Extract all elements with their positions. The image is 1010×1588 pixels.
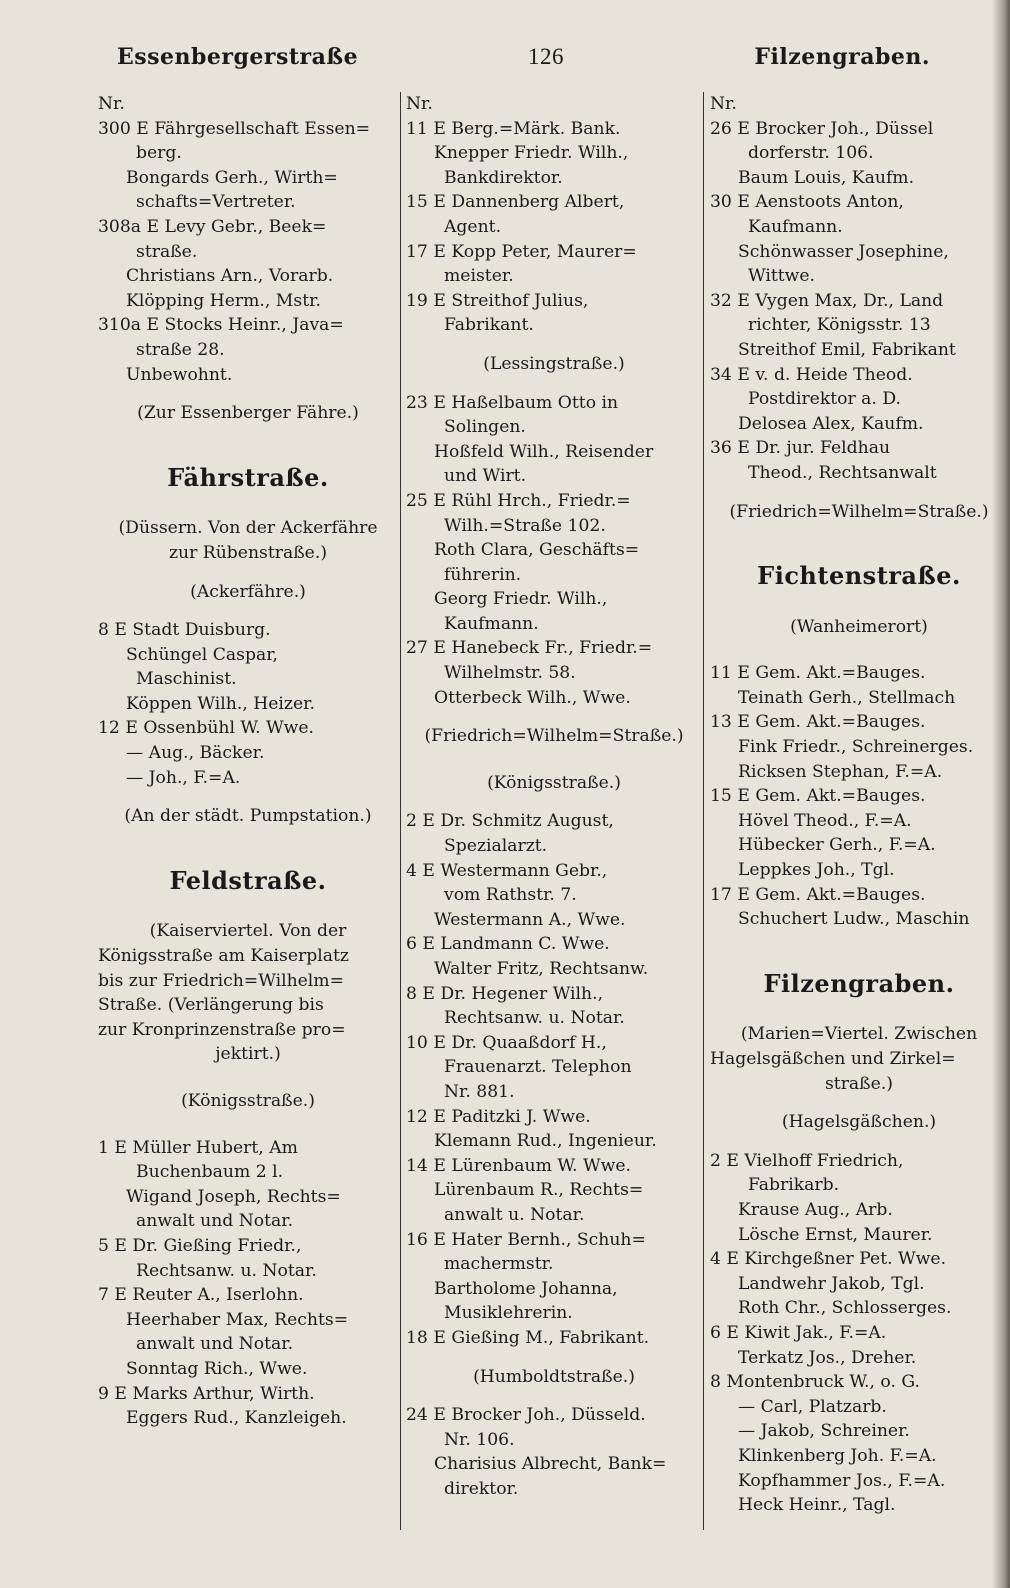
directory-entry: 6 E Kiwit Jak., F.=A. — [710, 1322, 887, 1343]
street-heading: Fichtenstraße. — [757, 561, 961, 591]
directory-entry: Heerhaber Max, Rechts= — [126, 1309, 349, 1330]
directory-entry: Fabrikant. — [444, 315, 534, 336]
directory-entry: Walter Fritz, Rechtsanw. — [434, 959, 649, 979]
directory-entry: Teinath Gerh., Stellmach — [738, 687, 956, 708]
directory-entry: 23 E Haßelbaum Otto in — [406, 392, 619, 413]
spacer — [98, 1114, 398, 1136]
directory-entry: Wilhelmstr. 58. — [444, 663, 576, 684]
directory-entry: Heck Heinr., Tagl. — [738, 1495, 896, 1516]
street-heading: Fährstraße. — [167, 462, 329, 492]
directory-entry: Köppen Wilh., Heizer. — [126, 693, 315, 714]
directory-entry: Otterbeck Wilh., Wwe. — [434, 687, 631, 708]
directory-entry: meister. — [444, 266, 514, 287]
directory-entry: 308a E Levy Gebr., Beek= — [98, 216, 327, 237]
directory-entry: Königsstraße am Kaiserplatz — [98, 946, 349, 967]
directory-entry: direktor. — [444, 1478, 519, 1499]
directory-entry: berg. — [136, 143, 182, 164]
directory-entry: 15 E Dannenberg Albert, — [406, 192, 625, 213]
directory-entry: Westermann A., Wwe. — [434, 909, 626, 930]
directory-entry: Schönwasser Josephine, — [738, 241, 949, 262]
directory-entry: Fabrikarb. — [748, 1175, 840, 1196]
spacer — [98, 604, 398, 618]
directory-entry: Buchenbaum 2 l. — [136, 1162, 284, 1183]
directory-entry: 2 E Dr. Schmitz August, — [406, 811, 614, 832]
directory-entry: anwalt u. Notar. — [444, 1204, 585, 1225]
directory-entry: 34 E v. d. Heide Theod. — [710, 364, 913, 385]
directory-entry: Bartholome Johanna, — [434, 1278, 618, 1299]
directory-entry: Streithof Emil, Fabrikant — [738, 339, 956, 360]
street-note: (Hagelsgäßchen.) — [781, 1112, 937, 1133]
directory-entry: bis zur Friedrich=Wilhelm= — [98, 970, 345, 991]
directory-entry: 5 E Dr. Gießing Friedr., — [98, 1235, 302, 1256]
street-note: (Wanheimerort) — [790, 616, 928, 637]
directory-entry: Krause Aug., Arb. — [738, 1199, 893, 1220]
directory-entry: Lösche Ernst, Maurer. — [738, 1224, 933, 1245]
directory-entry: Nr. 106. — [444, 1429, 515, 1450]
directory-entry: Ricksen Stephan, F.=A. — [738, 761, 943, 782]
directory-entry: Unbewohnt. — [126, 364, 233, 385]
directory-entry: 10 E Dr. Quaaßdorf H., — [406, 1032, 607, 1053]
directory-entry: 12 E Ossenbühl W. Wwe. — [98, 718, 315, 739]
directory-entry: Bongards Gerh., Wirth= — [126, 167, 338, 188]
directory-entry: Klinkenberg Joh. F.=A. — [738, 1445, 937, 1466]
directory-entry: — Carl, Platzarb. — [738, 1396, 887, 1417]
running-head-right: Filzengraben. — [754, 44, 930, 70]
street-note: (Düssern. Von der Ackerfähre — [118, 518, 378, 539]
directory-entry: Straße. (Verlängerung bis — [98, 995, 324, 1016]
page-number: 126 — [528, 44, 564, 69]
spacer — [98, 790, 398, 804]
directory-entry: Frauenarzt. Telephon — [444, 1057, 632, 1078]
spacer — [406, 710, 702, 724]
directory-entry: anwalt und Notar. — [136, 1334, 294, 1355]
street-heading: Feldstraße. — [169, 865, 327, 895]
directory-entry: 9 E Marks Arthur, Wirth. — [98, 1383, 315, 1404]
spacer — [406, 1389, 702, 1403]
directory-entry: Theod., Rechtsanwalt — [748, 462, 937, 483]
directory-entry: — Jakob, Schreiner. — [738, 1421, 910, 1442]
directory-entry: 15 E Gem. Akt.=Bauges. — [710, 786, 926, 807]
directory-entry: Klemann Rud., Ingenieur. — [434, 1131, 657, 1152]
street-note: (Humboldtstraße.) — [473, 1366, 635, 1387]
street-note: jektirt.) — [215, 1044, 281, 1065]
directory-entry: 26 E Brocker Joh., Düssel — [710, 118, 934, 139]
spacer — [98, 566, 398, 580]
directory-entry: Lürenbaum R., Rechts= — [434, 1180, 644, 1201]
directory-entry: Klöpping Herm., Mstr. — [126, 290, 321, 311]
spacer — [710, 639, 1008, 661]
directory-entry: Wilh.=Straße 102. — [444, 515, 606, 536]
directory-entry: zur Kronprinzenstraße pro= — [98, 1019, 346, 1040]
directory-entry: 12 E Paditzki J. Wwe. — [406, 1106, 591, 1127]
directory-entry: Nr. — [98, 94, 125, 114]
directory-entry: dorferstr. 106. — [748, 143, 874, 164]
directory-entry: Delosea Alex, Kaufm. — [738, 413, 924, 434]
directory-entry: 32 E Vygen Max, Dr., Land — [710, 290, 944, 311]
directory-entry: 25 E Rühl Hrch., Friedr.= — [406, 490, 631, 511]
directory-entry: Nr. — [710, 94, 737, 114]
directory-entry: machermstr. — [444, 1254, 554, 1275]
directory-entry: 8 Montenbruck W., o. G. — [710, 1372, 920, 1393]
directory-entry: Solingen. — [444, 417, 526, 438]
directory-entry: 2 E Vielhoff Friedrich, — [710, 1150, 904, 1171]
directory-entry: Baum Louis, Kaufm. — [738, 167, 915, 188]
directory-entry: 6 E Landmann C. Wwe. — [406, 934, 610, 955]
street-note: (Friedrich=Wilhelm=Straße.) — [729, 501, 989, 522]
street-note: (Friedrich=Wilhelm=Straße.) — [424, 726, 684, 747]
directory-entry: Sonntag Rich., Wwe. — [126, 1358, 308, 1379]
directory-entry: Rechtsanw. u. Notar. — [444, 1008, 625, 1029]
directory-entry: Bankdirektor. — [444, 167, 563, 188]
directory-entry: Roth Chr., Schlosserges. — [738, 1298, 952, 1319]
spacer — [710, 1096, 1008, 1110]
directory-entry: Landwehr Jakob, Tgl. — [738, 1273, 925, 1294]
spacer — [406, 749, 702, 771]
directory-entry: 36 E Dr. jur. Feldhau — [710, 438, 891, 459]
directory-entry: Musiklehrerin. — [444, 1303, 573, 1324]
directory-entry: Agent. — [444, 216, 502, 237]
directory-entry: führerin. — [444, 564, 522, 585]
spacer — [406, 338, 702, 352]
directory-entry: straße. — [136, 241, 198, 262]
directory-entry: 310a E Stocks Heinr., Java= — [98, 315, 344, 336]
column-rule-1 — [400, 92, 401, 1530]
street-note: straße.) — [824, 1073, 893, 1094]
street-note: (Marien=Viertel. Zwischen — [740, 1024, 978, 1045]
directory-entry: Rechtsanw. u. Notar. — [136, 1260, 317, 1281]
column-rule-2 — [703, 92, 704, 1530]
street-note: zur Rübenstraße.) — [168, 542, 328, 563]
directory-entry: und Wirt. — [444, 466, 527, 487]
directory-entry: Schüngel Caspar, — [126, 644, 279, 665]
directory-entry: Hövel Theod., F.=A. — [738, 810, 912, 831]
directory-entry: Schuchert Ludw., Maschin — [738, 909, 970, 930]
street-note: (Ackerfähre.) — [190, 581, 306, 602]
directory-entry: Hübecker Gerh., F.=A. — [738, 835, 936, 856]
directory-entry: Postdirektor a. D. — [748, 389, 901, 410]
directory-entry: Eggers Rud., Kanzleigeh. — [126, 1408, 347, 1429]
directory-entry: 14 E Lürenbaum W. Wwe. — [406, 1155, 631, 1176]
directory-entry: 17 E Gem. Akt.=Bauges. — [710, 884, 926, 905]
spacer — [710, 1135, 1008, 1149]
directory-entry: Christians Arn., Vorarb. — [126, 266, 334, 287]
directory-entry: 19 E Streithof Julius, — [406, 290, 589, 311]
directory-entry: 11 E Berg.=Märk. Bank. — [406, 118, 621, 139]
spacer — [98, 387, 398, 401]
directory-entry: 300 E Fährgesellschaft Essen= — [98, 118, 371, 139]
directory-entry: 18 E Gießing M., Fabrikant. — [406, 1327, 650, 1348]
directory-entry: schafts=Vertreter. — [136, 192, 296, 213]
directory-entry: 8 E Dr. Hegener Wilh., — [406, 983, 604, 1004]
directory-entry: Knepper Friedr. Wilh., — [434, 143, 629, 164]
directory-entry: 7 E Reuter A., Iserlohn. — [98, 1285, 304, 1306]
directory-entry: Spezialarzt. — [444, 836, 548, 857]
directory-entry: anwalt und Notar. — [136, 1211, 294, 1232]
spacer — [406, 377, 702, 391]
directory-entry: 30 E Aenstoots Anton, — [710, 192, 904, 213]
spacer — [406, 795, 702, 809]
directory-entry: Nr. 881. — [444, 1081, 515, 1102]
directory-entry: Terkatz Jos., Dreher. — [738, 1347, 917, 1368]
directory-entry: 17 E Kopp Peter, Maurer= — [406, 241, 637, 262]
directory-entry: 8 E Stadt Duisburg. — [98, 620, 271, 641]
street-note: (Zur Essenberger Fähre.) — [137, 403, 359, 424]
street-heading: Filzengraben. — [763, 968, 955, 998]
column-3 — [710, 92, 1008, 1518]
running-head-left: Essenbergerstraße — [117, 44, 359, 70]
directory-entry: — Aug., Bäcker. — [126, 743, 265, 764]
directory-entry: 11 E Gem. Akt.=Bauges. — [710, 663, 926, 684]
directory-entry: Kopfhammer Jos., F.=A. — [738, 1470, 946, 1491]
directory-entry: Georg Friedr. Wilh., — [434, 589, 608, 610]
directory-entry: straße 28. — [136, 339, 225, 360]
column-1 — [98, 92, 398, 1431]
street-note: (Kaiserviertel. Von der — [149, 921, 347, 942]
directory-entry: Fink Friedr., Schreinerges. — [738, 737, 974, 758]
directory-entry: Kaufmann. — [444, 613, 539, 634]
directory-entry: 27 E Hanebeck Fr., Friedr.= — [406, 638, 653, 659]
street-note: (Königsstraße.) — [181, 1091, 315, 1111]
directory-entry: Maschinist. — [136, 669, 237, 690]
directory-entry: 13 E Gem. Akt.=Bauges. — [710, 712, 926, 733]
spacer — [98, 1067, 398, 1089]
directory-entry: Nr. — [406, 94, 433, 114]
directory-entry: richter, Königsstr. 13 — [748, 315, 931, 336]
street-note: (Königsstraße.) — [487, 772, 621, 793]
directory-entry: Wigand Joseph, Rechts= — [126, 1186, 341, 1207]
directory-entry: Hagelsgäßchen und Zirkel= — [710, 1049, 956, 1069]
directory-entry: vom Rathstr. 7. — [444, 885, 577, 906]
street-note: (Lessingstraße.) — [483, 353, 625, 374]
spacer — [406, 1351, 702, 1365]
spacer — [710, 486, 1008, 500]
directory-entry: Leppkes Joh., Tgl. — [738, 860, 895, 881]
directory-entry: 1 E Müller Hubert, Am — [98, 1137, 298, 1158]
directory-entry: Wittwe. — [748, 266, 816, 287]
directory-entry: Kaufmann. — [748, 216, 843, 237]
directory-entry: Charisius Albrecht, Bank= — [434, 1454, 667, 1475]
directory-entry: 24 E Brocker Joh., Düsseld. — [406, 1405, 646, 1426]
directory-entry: — Joh., F.=A. — [126, 767, 241, 788]
street-note: (An der städt. Pumpstation.) — [124, 806, 372, 827]
directory-entry: 4 E Westermann Gebr., — [406, 860, 608, 881]
directory-entry: 16 E Hater Bernh., Schuh= — [406, 1229, 646, 1250]
page-edge — [992, 0, 1010, 1588]
directory-entry: Hoßfeld Wilh., Reisender — [434, 441, 654, 462]
directory-entry: 4 E Kirchgeßner Pet. Wwe. — [710, 1249, 947, 1270]
directory-entry: Roth Clara, Geschäfts= — [434, 540, 640, 561]
column-2 — [406, 92, 702, 1501]
